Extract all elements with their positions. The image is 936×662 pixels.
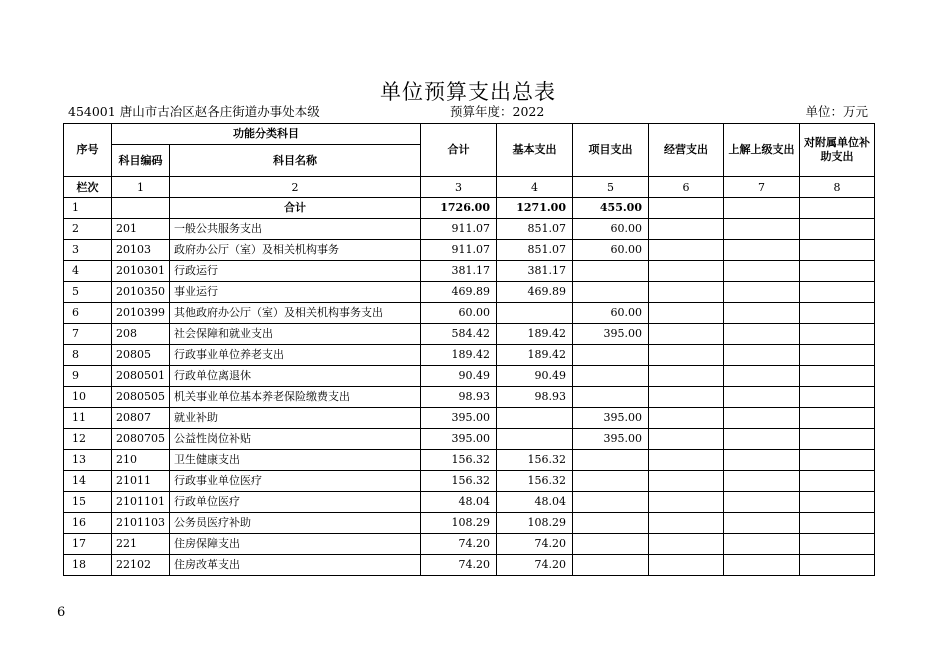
cell-basic: 1271.00	[497, 198, 573, 219]
cell-code: 2080705	[112, 429, 170, 450]
header-func-group: 功能分类科目	[112, 124, 421, 145]
table-row	[64, 429, 875, 450]
header-subsidy: 对附属单位补助支出	[800, 124, 875, 177]
cell-code: 2101101	[112, 492, 170, 513]
cell-name: 合计	[170, 198, 421, 219]
cell-project: 60.00	[573, 303, 649, 324]
cell-subsidy	[800, 534, 875, 555]
cell-upper	[724, 345, 800, 366]
cell-subsidy	[800, 408, 875, 429]
cell-name: 行政事业单位医疗	[170, 471, 421, 492]
cell-basic: 74.20	[497, 534, 573, 555]
header-operating: 经营支出	[649, 124, 724, 177]
cell-total: 90.49	[421, 366, 497, 387]
cell-project: 395.00	[573, 324, 649, 345]
cell-upper	[724, 492, 800, 513]
cell-total: 48.04	[421, 492, 497, 513]
cell-project	[573, 282, 649, 303]
cell-code: 221	[112, 534, 170, 555]
cell-code: 2101103	[112, 513, 170, 534]
cell-project	[573, 450, 649, 471]
table-row	[64, 534, 875, 555]
cell-subsidy	[800, 282, 875, 303]
cell-subsidy	[800, 513, 875, 534]
cell-basic: 98.93	[497, 387, 573, 408]
cell-seq: 13	[64, 450, 112, 471]
cell-total: 156.32	[421, 450, 497, 471]
cell-operating	[649, 450, 724, 471]
cell-seq: 7	[64, 324, 112, 345]
col-number-basic: 4	[497, 177, 573, 198]
table-row	[64, 324, 875, 345]
cell-name: 住房保障支出	[170, 534, 421, 555]
cell-seq: 12	[64, 429, 112, 450]
cell-upper	[724, 408, 800, 429]
cell-subsidy	[800, 240, 875, 261]
cell-upper	[724, 429, 800, 450]
cell-upper	[724, 240, 800, 261]
cell-name: 行政单位离退休	[170, 366, 421, 387]
cell-name: 住房改革支出	[170, 555, 421, 576]
cell-project	[573, 534, 649, 555]
cell-operating	[649, 345, 724, 366]
cell-basic: 108.29	[497, 513, 573, 534]
cell-name: 卫生健康支出	[170, 450, 421, 471]
cell-operating	[649, 198, 724, 219]
cell-basic: 90.49	[497, 366, 573, 387]
cell-basic: 851.07	[497, 240, 573, 261]
table-row	[64, 261, 875, 282]
cell-seq: 16	[64, 513, 112, 534]
cell-upper	[724, 555, 800, 576]
cell-upper	[724, 219, 800, 240]
currency-unit: 单位：万元	[805, 104, 868, 119]
cell-project	[573, 513, 649, 534]
cell-project: 395.00	[573, 408, 649, 429]
col-number-code: 1	[112, 177, 170, 198]
cell-seq: 17	[64, 534, 112, 555]
cell-basic: 851.07	[497, 219, 573, 240]
cell-code: 2080501	[112, 366, 170, 387]
cell-operating	[649, 492, 724, 513]
cell-name: 社会保障和就业支出	[170, 324, 421, 345]
header-basic: 基本支出	[497, 124, 573, 177]
cell-subsidy	[800, 387, 875, 408]
cell-code: 201	[112, 219, 170, 240]
cell-total: 108.29	[421, 513, 497, 534]
header-seq: 序号	[64, 124, 112, 177]
col-number-name: 2	[170, 177, 421, 198]
cell-project: 455.00	[573, 198, 649, 219]
cell-total: 98.93	[421, 387, 497, 408]
cell-operating	[649, 513, 724, 534]
cell-name: 公务员医疗补助	[170, 513, 421, 534]
col-number-total: 3	[421, 177, 497, 198]
cell-upper	[724, 282, 800, 303]
cell-operating	[649, 534, 724, 555]
cell-basic: 381.17	[497, 261, 573, 282]
cell-basic	[497, 303, 573, 324]
cell-seq: 18	[64, 555, 112, 576]
cell-name: 机关事业单位基本养老保险缴费支出	[170, 387, 421, 408]
cell-basic	[497, 408, 573, 429]
page-number: 6	[57, 605, 66, 620]
cell-upper	[724, 513, 800, 534]
cell-name: 公益性岗位补贴	[170, 429, 421, 450]
cell-total: 395.00	[421, 429, 497, 450]
cell-seq: 6	[64, 303, 112, 324]
table-row-total	[64, 198, 875, 219]
cell-code: 2010301	[112, 261, 170, 282]
cell-operating	[649, 366, 724, 387]
cell-operating	[649, 387, 724, 408]
table-row	[64, 240, 875, 261]
table-row	[64, 450, 875, 471]
cell-upper	[724, 450, 800, 471]
cell-name: 行政运行	[170, 261, 421, 282]
budget-table	[63, 123, 875, 576]
cell-seq: 2	[64, 219, 112, 240]
cell-seq: 3	[64, 240, 112, 261]
cell-basic: 469.89	[497, 282, 573, 303]
cell-code: 22102	[112, 555, 170, 576]
cell-basic: 74.20	[497, 555, 573, 576]
cell-basic: 189.42	[497, 345, 573, 366]
cell-code: 208	[112, 324, 170, 345]
cell-code: 2010350	[112, 282, 170, 303]
cell-upper	[724, 261, 800, 282]
cell-total: 74.20	[421, 555, 497, 576]
table-row	[64, 282, 875, 303]
cell-total: 74.20	[421, 534, 497, 555]
table-meta	[68, 104, 868, 120]
cell-code: 2010399	[112, 303, 170, 324]
col-number-upper: 7	[724, 177, 800, 198]
cell-operating	[649, 555, 724, 576]
cell-code: 20807	[112, 408, 170, 429]
cell-project	[573, 345, 649, 366]
header-total: 合计	[421, 124, 497, 177]
cell-upper	[724, 324, 800, 345]
cell-name: 就业补助	[170, 408, 421, 429]
cell-name: 行政事业单位养老支出	[170, 345, 421, 366]
cell-project	[573, 261, 649, 282]
cell-operating	[649, 429, 724, 450]
cell-name: 其他政府办公厅（室）及相关机构事务支出	[170, 303, 421, 324]
cell-subsidy	[800, 324, 875, 345]
cell-basic	[497, 429, 573, 450]
cell-project: 60.00	[573, 240, 649, 261]
cell-subsidy	[800, 261, 875, 282]
cell-total: 395.00	[421, 408, 497, 429]
table-row	[64, 408, 875, 429]
cell-code: 20103	[112, 240, 170, 261]
cell-subsidy	[800, 471, 875, 492]
cell-name: 一般公共服务支出	[170, 219, 421, 240]
cell-seq: 9	[64, 366, 112, 387]
cell-operating	[649, 261, 724, 282]
cell-upper	[724, 534, 800, 555]
cell-project	[573, 471, 649, 492]
table-row	[64, 471, 875, 492]
table-row	[64, 555, 875, 576]
cell-subsidy	[800, 219, 875, 240]
cell-upper	[724, 198, 800, 219]
cell-subsidy	[800, 492, 875, 513]
cell-seq: 8	[64, 345, 112, 366]
cell-operating	[649, 219, 724, 240]
cell-total: 156.32	[421, 471, 497, 492]
cell-subsidy	[800, 198, 875, 219]
table-row	[64, 345, 875, 366]
cell-operating	[649, 324, 724, 345]
cell-operating	[649, 471, 724, 492]
cell-total: 1726.00	[421, 198, 497, 219]
table-row	[64, 303, 875, 324]
cell-project	[573, 387, 649, 408]
cell-subsidy	[800, 555, 875, 576]
cell-basic: 156.32	[497, 471, 573, 492]
cell-name: 事业运行	[170, 282, 421, 303]
col-number-subsidy: 8	[800, 177, 875, 198]
unit-name: 454001 唐山市古冶区赵各庄街道办事处本级	[68, 104, 320, 119]
cell-seq: 15	[64, 492, 112, 513]
cell-subsidy	[800, 429, 875, 450]
cell-code: 20805	[112, 345, 170, 366]
cell-name: 行政单位医疗	[170, 492, 421, 513]
cell-total: 381.17	[421, 261, 497, 282]
cell-operating	[649, 303, 724, 324]
cell-project	[573, 492, 649, 513]
cell-operating	[649, 240, 724, 261]
page-title: 单位预算支出总表	[380, 80, 556, 104]
cell-seq: 14	[64, 471, 112, 492]
table-row	[64, 492, 875, 513]
table-row	[64, 219, 875, 240]
cell-code: 2080505	[112, 387, 170, 408]
budget-year: 预算年度：2022	[450, 104, 545, 119]
cell-operating	[649, 282, 724, 303]
cell-basic: 48.04	[497, 492, 573, 513]
cell-upper	[724, 471, 800, 492]
cell-code: 210	[112, 450, 170, 471]
header-upper: 上解上级支出	[724, 124, 800, 177]
table-row	[64, 513, 875, 534]
table-row	[64, 387, 875, 408]
cell-seq: 11	[64, 408, 112, 429]
cell-operating	[649, 408, 724, 429]
header-project: 项目支出	[573, 124, 649, 177]
cell-project: 60.00	[573, 219, 649, 240]
cell-total: 60.00	[421, 303, 497, 324]
col-number-label: 栏次	[64, 177, 112, 198]
cell-total: 189.42	[421, 345, 497, 366]
col-number-project: 5	[573, 177, 649, 198]
cell-upper	[724, 387, 800, 408]
header-name: 科目名称	[170, 145, 421, 177]
cell-subsidy	[800, 366, 875, 387]
cell-project	[573, 366, 649, 387]
cell-seq: 10	[64, 387, 112, 408]
cell-upper	[724, 366, 800, 387]
cell-basic: 189.42	[497, 324, 573, 345]
cell-subsidy	[800, 450, 875, 471]
cell-seq: 1	[64, 198, 112, 219]
cell-project: 395.00	[573, 429, 649, 450]
table-row	[64, 366, 875, 387]
cell-total: 469.89	[421, 282, 497, 303]
col-number-operating: 6	[649, 177, 724, 198]
cell-subsidy	[800, 303, 875, 324]
cell-name: 政府办公厅（室）及相关机构事务	[170, 240, 421, 261]
cell-basic: 156.32	[497, 450, 573, 471]
cell-subsidy	[800, 345, 875, 366]
cell-project	[573, 555, 649, 576]
cell-code	[112, 198, 170, 219]
cell-seq: 5	[64, 282, 112, 303]
cell-total: 584.42	[421, 324, 497, 345]
header-code: 科目编码	[112, 145, 170, 177]
cell-seq: 4	[64, 261, 112, 282]
cell-code: 21011	[112, 471, 170, 492]
cell-total: 911.07	[421, 219, 497, 240]
cell-total: 911.07	[421, 240, 497, 261]
cell-upper	[724, 303, 800, 324]
